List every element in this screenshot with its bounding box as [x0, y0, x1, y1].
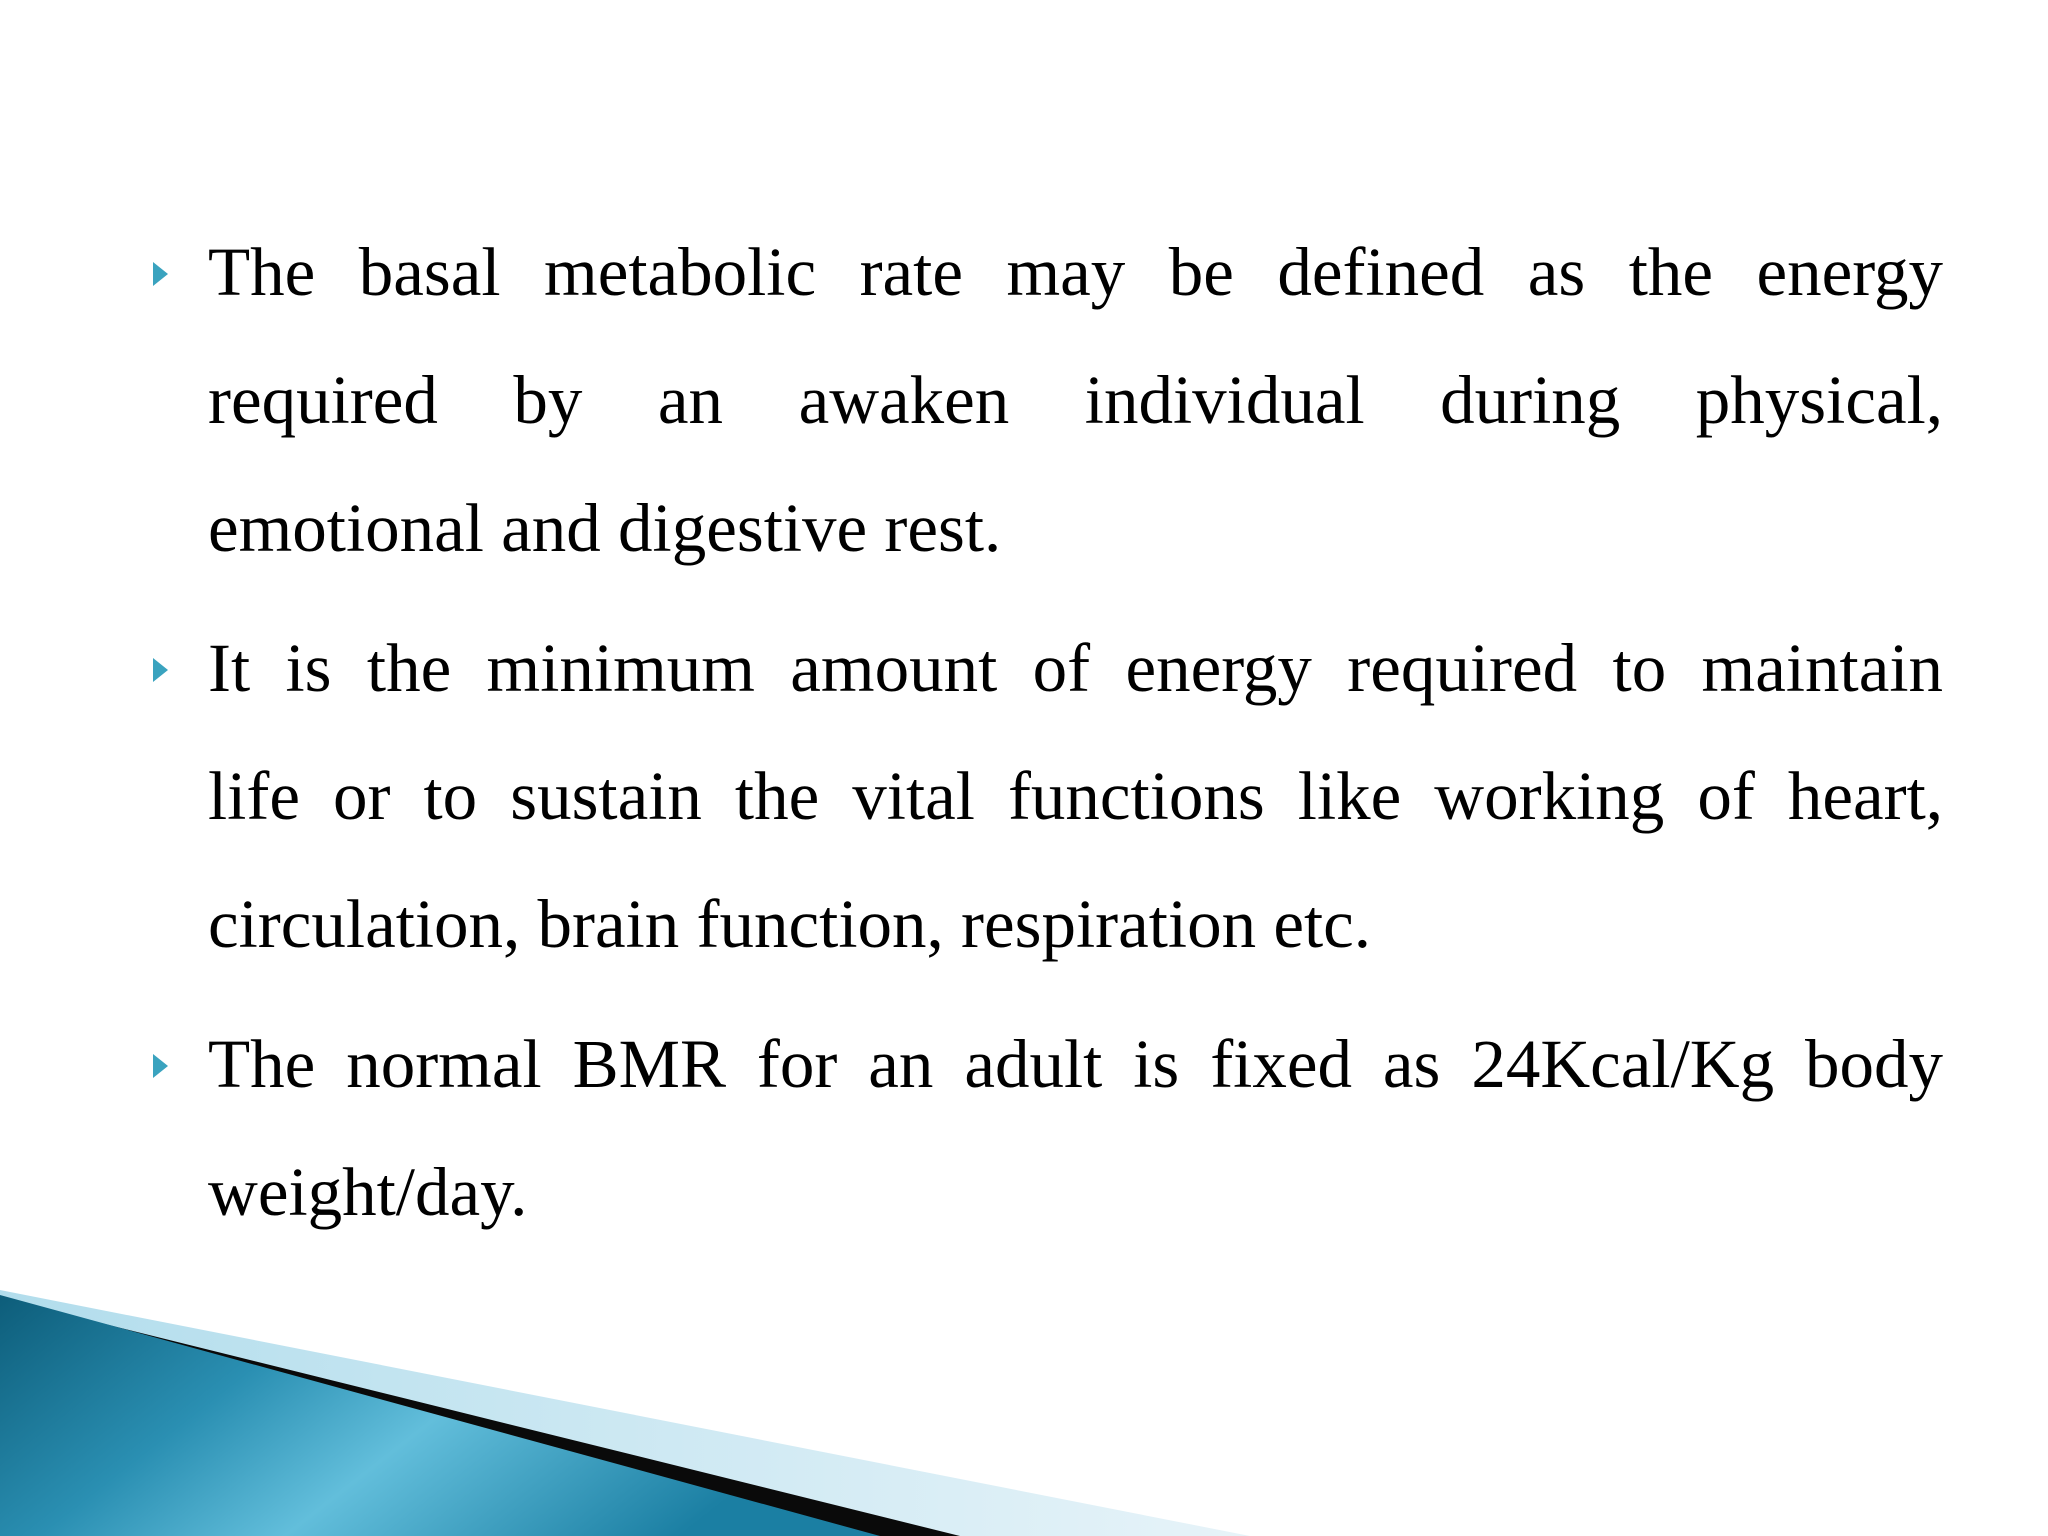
- bullet-text-line: The normal BMR for an adult is fixed as 24Kcal/Kg body: [208, 1026, 1943, 1102]
- bullet-text-line: weight/day.: [208, 1154, 528, 1230]
- bullet-text-line: life or to sustain the vital functions like working of heart,: [208, 758, 1943, 834]
- bullet-text-line: The basal metabolic rate may be defined as the energy: [208, 234, 1943, 310]
- bullet-text-line: emotional and digestive rest.: [208, 490, 1002, 566]
- bullet-text-line: It is the minimum amount of energy required to maintain: [208, 630, 1943, 706]
- triangle-bullet-icon: [153, 262, 168, 286]
- bullet-text-line: required by an awaken individual during physical,: [208, 362, 1943, 438]
- bullet-text-line: circulation, brain function, respiration etc.: [208, 886, 1371, 962]
- triangle-bullet-icon: [153, 1054, 168, 1078]
- triangle-bullet-icon: [153, 658, 168, 682]
